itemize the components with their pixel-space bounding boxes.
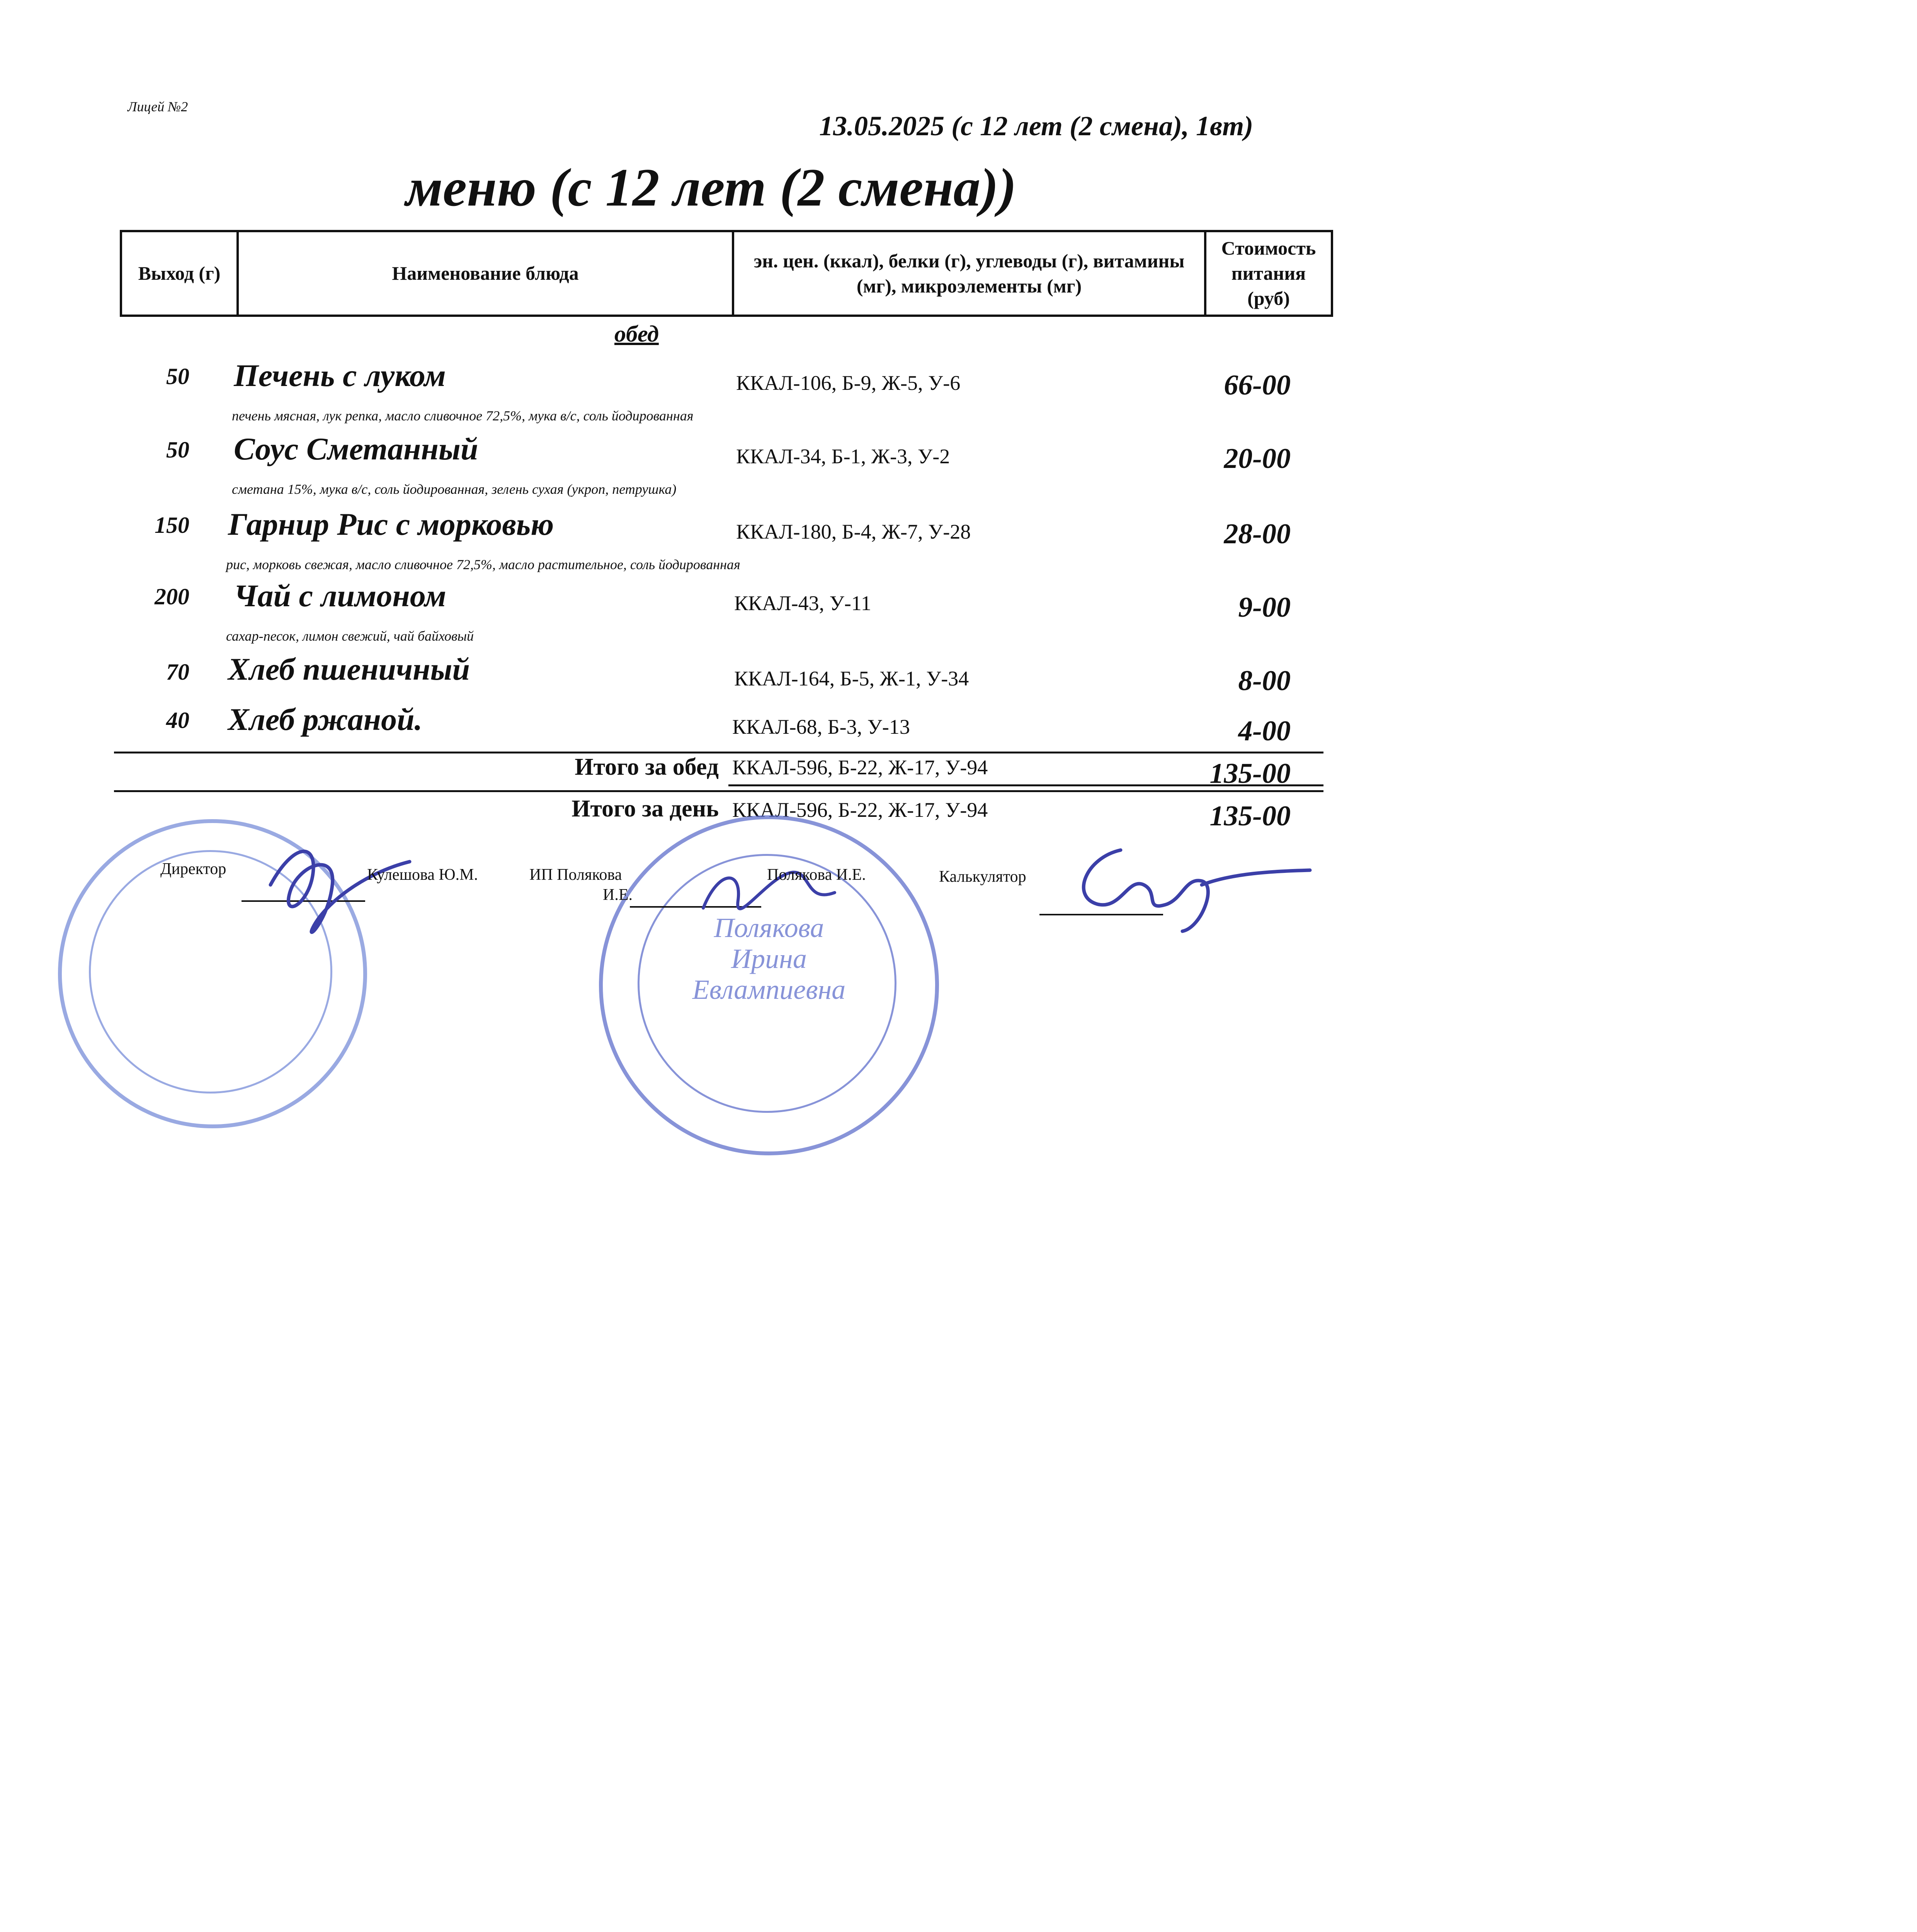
- item-name: Гарнир Рис с морковью: [228, 507, 554, 542]
- divider: [114, 752, 1323, 753]
- ip-label-initials: И.Е.: [603, 886, 633, 904]
- date-line: 13.05.2025 (с 12 лет (2 смена), 1вт): [819, 111, 1254, 141]
- item-qty: 200: [155, 584, 189, 609]
- ip-signature: [688, 846, 850, 939]
- item-nutrition: ККАЛ-34, Б-1, Ж-3, У-2: [736, 445, 950, 468]
- section-label: обед: [614, 321, 659, 347]
- item-ingredients: сметана 15%, мука в/с, соль йодированная, зелень сухая (укроп, петрушка): [232, 481, 677, 497]
- item-qty: 50: [166, 364, 189, 389]
- item-qty: 150: [155, 512, 189, 538]
- table-header: [120, 230, 1333, 317]
- item-name: Хлеб ржаной.: [228, 702, 423, 737]
- total-day-nutrition: ККАЛ-596, Б-22, Ж-17, У-94: [732, 798, 988, 821]
- item-nutrition: ККАЛ-164, Б-5, Ж-1, У-34: [734, 667, 969, 690]
- divider: [728, 784, 1323, 786]
- item-price: 8-00: [1238, 665, 1291, 697]
- col-header-cost: Стоимость питания (руб): [1205, 231, 1332, 316]
- item-nutrition: ККАЛ-43, У-11: [734, 592, 871, 615]
- total-lunch-price: 135-00: [1209, 758, 1291, 789]
- item-qty: 40: [166, 707, 189, 733]
- total-day-price: 135-00: [1209, 800, 1291, 832]
- stamp-text-line3: Евлампиевна: [692, 974, 846, 1005]
- director-label: Директор: [160, 860, 226, 878]
- col-header-name: Наименование блюда: [238, 231, 733, 316]
- col-header-yield: Выход (г): [121, 231, 238, 316]
- item-name: Печень с луком: [234, 358, 446, 393]
- calculator-signature: [1055, 835, 1318, 943]
- director-name: Кулешова Ю.М.: [367, 866, 478, 884]
- item-price: 4-00: [1238, 715, 1291, 747]
- divider: [114, 790, 1323, 792]
- total-day-label: Итого за день: [572, 796, 719, 822]
- item-price: 28-00: [1224, 518, 1291, 550]
- item-qty: 70: [166, 659, 189, 685]
- ip-name: Полякова И.Е.: [767, 866, 866, 884]
- item-ingredients: сахар-песок, лимон свежий, чай байховый: [226, 628, 474, 644]
- item-nutrition: ККАЛ-106, Б-9, Ж-5, У-6: [736, 371, 961, 395]
- item-name: Чай с лимоном: [234, 578, 446, 613]
- item-nutrition: ККАЛ-180, Б-4, Ж-7, У-28: [736, 520, 971, 543]
- total-lunch-nutrition: ККАЛ-596, Б-22, Ж-17, У-94: [732, 756, 988, 779]
- menu-title: меню (с 12 лет (2 смена)): [406, 158, 1017, 218]
- item-price: 9-00: [1238, 592, 1291, 623]
- stamp-text-line2: Ирина: [731, 943, 807, 974]
- col-header-nutrition: эн. цен. (ккал), белки (г), углеводы (г), витамины (мг), микроэлементы (мг): [733, 231, 1205, 316]
- item-price: 20-00: [1224, 443, 1291, 474]
- item-price: 66-00: [1224, 369, 1291, 401]
- director-signature: [247, 827, 471, 951]
- item-ingredients: печень мясная, лук репка, масло сливочное 72,5%, мука в/с, соль йодированная: [232, 408, 694, 423]
- item-name: Соус Сметанный: [234, 431, 478, 466]
- total-lunch-label: Итого за обед: [575, 754, 719, 780]
- calculator-label: Калькулятор: [939, 868, 1026, 886]
- item-nutrition: ККАЛ-68, Б-3, У-13: [732, 715, 910, 738]
- item-name: Хлеб пшеничный: [228, 651, 470, 687]
- item-qty: 50: [166, 437, 189, 463]
- school-label: Лицей №2: [128, 99, 188, 114]
- ip-label: ИП Полякова: [529, 866, 622, 884]
- stamp-text-line1: Полякова: [714, 912, 824, 943]
- item-ingredients: рис, морковь свежая, масло сливочное 72,5%, масло растительное, соль йодированная: [226, 557, 740, 572]
